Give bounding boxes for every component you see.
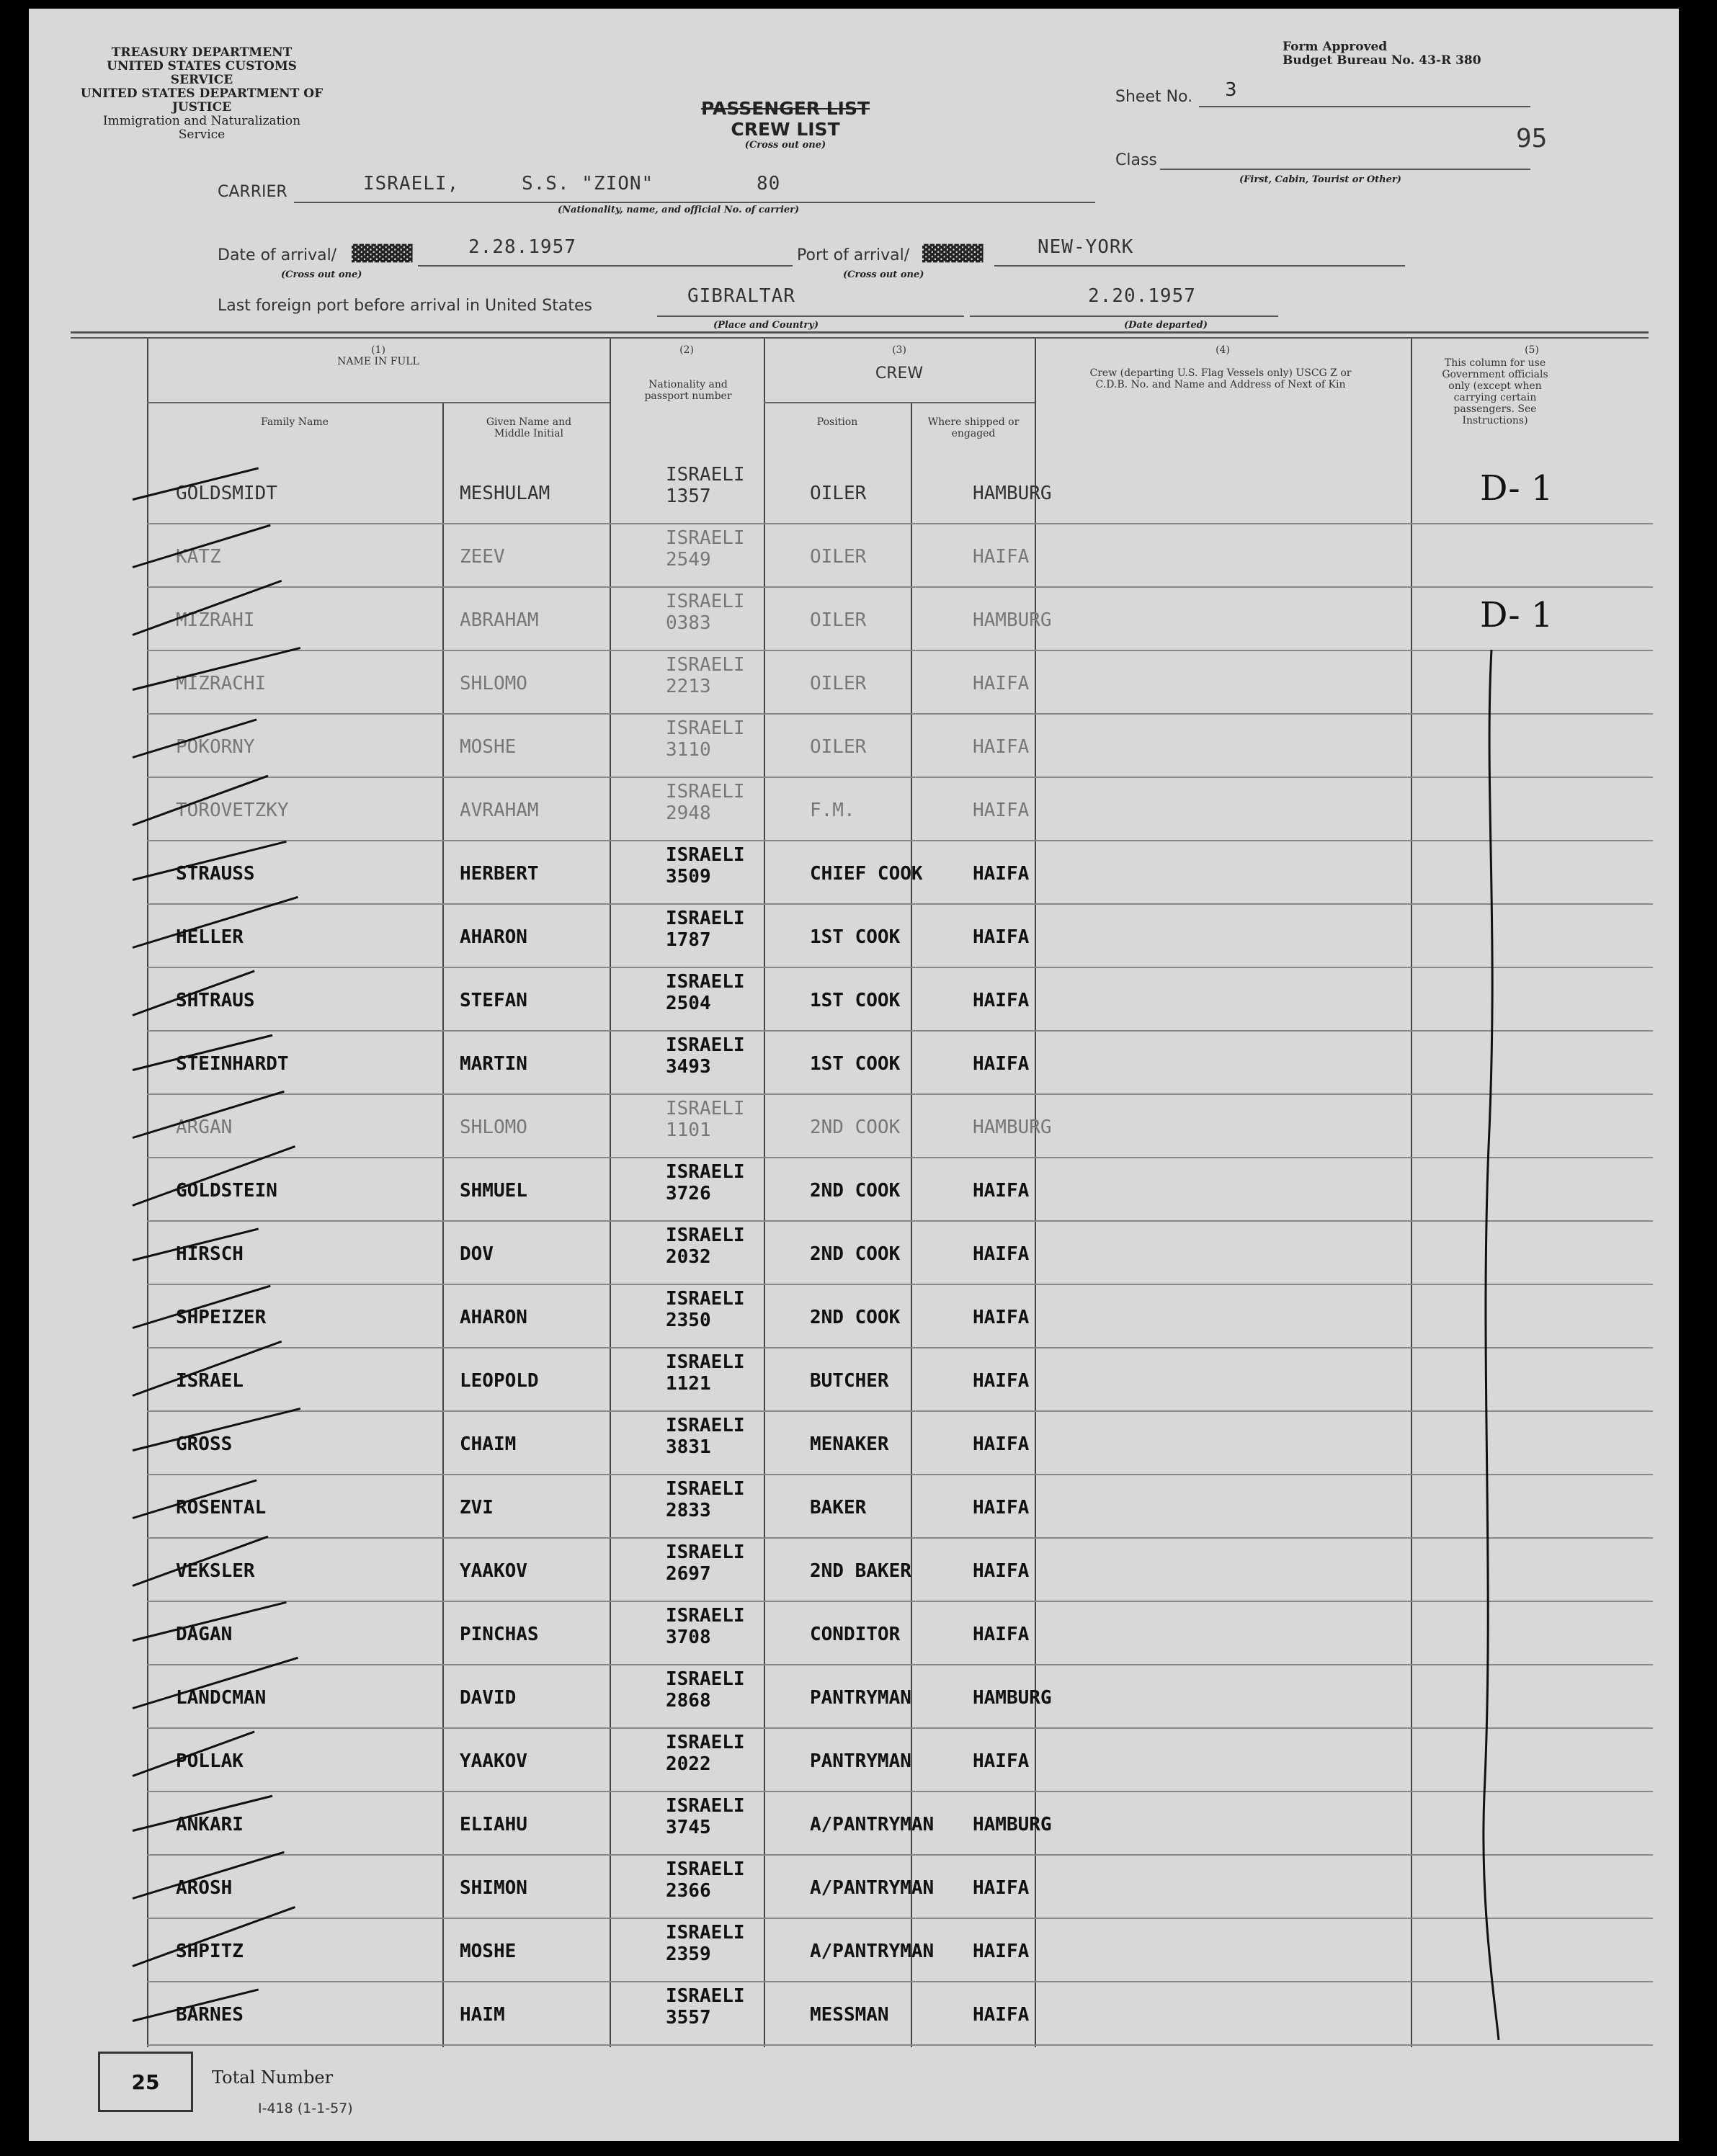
passport-number-cell: 2359 [666, 1943, 711, 1965]
nationality-cell: ISRAELI [666, 717, 745, 739]
where-shipped-cell: HAIFA [973, 1624, 1030, 1645]
passport-number-cell: 2833 [666, 1500, 711, 1521]
where-shipped-cell: HAIFA [973, 546, 1030, 568]
passport-number-cell: 3745 [666, 1817, 711, 1838]
family-name-cell: HELLER [176, 926, 244, 948]
nationality-cell: ISRAELI [666, 1858, 745, 1880]
col1-number: (1) [371, 344, 385, 356]
family-name-cell: AROSH [176, 1877, 233, 1899]
given-name-cell: AHARON [460, 1307, 527, 1328]
passport-number-cell: 3708 [666, 1627, 711, 1648]
table-row [147, 905, 1653, 968]
given-name-cell: YAAKOV [460, 1750, 527, 1772]
table-row [147, 1222, 1653, 1285]
given-name-cell: DOV [460, 1243, 494, 1265]
where-shipped-cell: HAIFA [973, 1560, 1030, 1582]
form-id: I-418 (1-1-57) [258, 2101, 353, 2116]
given-name-cell: SHLOMO [460, 673, 527, 694]
position-cell: CONDITOR [810, 1624, 901, 1645]
where-shipped-cell: HAMBURG [973, 609, 1052, 631]
passport-number-cell: 2504 [666, 993, 711, 1014]
given-name-cell: ELIAHU [460, 1814, 527, 1835]
family-name-cell: KATZ [176, 546, 221, 568]
position-cell: F.M. [810, 800, 855, 821]
carrier-nationality: ISRAELI, [363, 173, 460, 194]
given-name-cell: STEFAN [460, 990, 527, 1011]
place-note: (Place and Country) [713, 320, 819, 331]
table-row [147, 524, 1653, 588]
table-row [147, 1665, 1653, 1729]
nationality-cell: ISRAELI [666, 1732, 745, 1753]
sheet-no-value: 3 [1225, 79, 1237, 101]
position-cell: OILER [810, 609, 867, 631]
given-name-cell: SHLOMO [460, 1117, 527, 1138]
family-name-cell: BARNES [176, 2004, 244, 2026]
nationality-cell: ISRAELI [666, 1922, 745, 1943]
col2-number: (2) [679, 344, 694, 356]
family-name-cell: ANKARI [176, 1814, 244, 1835]
passport-number-cell: 2022 [666, 1753, 711, 1775]
arrival-date-cross-note: (Cross out one) [281, 269, 362, 280]
nationality-cell: ISRAELI [666, 1415, 745, 1436]
given-name-cell: DAVID [460, 1687, 517, 1709]
passport-number-cell: 2948 [666, 802, 711, 824]
position-cell: OILER [810, 736, 867, 758]
nationality-cell: ISRAELI [666, 1605, 745, 1627]
dept-line-3: UNITED STATES DEPARTMENT OF JUSTICE [80, 86, 324, 115]
table-row [147, 1158, 1653, 1222]
passport-number-cell: 1101 [666, 1119, 711, 1141]
given-name-cell: MOSHE [460, 1941, 517, 1962]
passport-number-cell: 1357 [666, 486, 711, 507]
carrier-name: S.S. "ZION" [522, 173, 654, 194]
col5-title: This column for use Government officials only (except when carrying certain passengers. See Instructions) [1442, 357, 1548, 426]
position-cell: 2ND COOK [810, 1243, 901, 1265]
family-name-cell: DAGAN [176, 1624, 233, 1645]
class-label: Class [1115, 151, 1157, 169]
table-row [147, 1729, 1653, 1792]
passport-number-cell: 3831 [666, 1436, 711, 1458]
family-name-cell: VEKSLER [176, 1560, 255, 1582]
arrival-date-label: Date of arrival/ [218, 246, 337, 264]
family-name-cell: ARGAN [176, 1117, 233, 1138]
passport-number-cell: 2366 [666, 1880, 711, 1902]
pencil-vertical-line [1470, 643, 1513, 2047]
where-shipped-cell: HAIFA [973, 1750, 1030, 1772]
given-name-cell: PINCHAS [460, 1624, 539, 1645]
col1-header [147, 344, 610, 367]
date-departed-value: 2.20.1957 [1088, 285, 1196, 307]
position-cell: BUTCHER [810, 1370, 889, 1392]
given-name-cell: YAAKOV [460, 1560, 527, 1582]
where-shipped-cell: HAIFA [973, 863, 1030, 885]
where-shipped-cell: HAIFA [973, 2004, 1030, 2026]
nationality-cell: ISRAELI [666, 654, 745, 676]
passport-number-cell: 1121 [666, 1373, 711, 1395]
position-cell: BAKER [810, 1497, 867, 1518]
official-note: D- 1 [1480, 468, 1553, 509]
family-name-cell: HIRSCH [176, 1243, 244, 1265]
where-shipped-cell: HAIFA [973, 1433, 1030, 1455]
family-name-cell: STEINHARDT [176, 1053, 289, 1075]
sheet-no-label: Sheet No. [1115, 88, 1193, 106]
nationality-cell: ISRAELI [666, 591, 745, 612]
department-header [79, 46, 324, 142]
col1-title: NAME IN FULL [337, 356, 419, 367]
family-name-cell: GROSS [176, 1433, 233, 1455]
given-name-cell: AHARON [460, 926, 527, 948]
arrival-date-value: 2.28.1957 [468, 236, 576, 258]
given-name-cell: MESHULAM [460, 483, 550, 504]
passport-number-cell: 2350 [666, 1310, 711, 1331]
family-name-cell: SHPEIZER [176, 1307, 267, 1328]
position-cell: A/PANTRYMAN [810, 1877, 935, 1899]
nationality-cell: ISRAELI [666, 464, 745, 486]
official-note: D- 1 [1480, 595, 1553, 635]
position-cell: 2ND BAKER [810, 1560, 911, 1582]
passport-number-cell: 3509 [666, 866, 711, 887]
table-row [147, 588, 1653, 651]
position-cell: A/PANTRYMAN [810, 1814, 935, 1835]
col2-title: Nationality and passport number [644, 379, 732, 402]
where-shipped-cell: HAMBURG [973, 1814, 1052, 1835]
table-row [147, 1602, 1653, 1665]
nationality-cell: ISRAELI [666, 908, 745, 929]
given-name-cell: MOSHE [460, 736, 517, 758]
table-row [147, 1095, 1653, 1158]
total-number-box: 25 [98, 2052, 193, 2112]
nationality-cell: ISRAELI [666, 1795, 745, 1817]
family-name-header: Family Name [261, 416, 329, 428]
position-cell: PANTRYMAN [810, 1750, 911, 1772]
passport-number-cell: 0383 [666, 612, 711, 634]
family-name-cell: TOROVETZKY [176, 800, 289, 821]
given-name-cell: SHMUEL [460, 1180, 527, 1202]
position-cell: 2ND COOK [810, 1180, 901, 1202]
date-departed-note: (Date departed) [1124, 320, 1208, 331]
family-name-cell: POLLAK [176, 1750, 244, 1772]
family-name-cell: ROSENTAL [176, 1497, 267, 1518]
table-row [147, 841, 1653, 905]
given-name-cell: ZEEV [460, 546, 505, 568]
col3-title: CREW [875, 364, 924, 383]
where-shipped-cell: HAIFA [973, 1370, 1030, 1392]
family-name-cell: GOLDSTEIN [176, 1180, 277, 1202]
document-sheet [29, 9, 1679, 2141]
last-port-value: GIBRALTAR [687, 285, 795, 307]
last-port-label: Last foreign port before arrival in United States [218, 297, 592, 315]
position-cell: 1ST COOK [810, 926, 901, 948]
where-shipped-cell: HAIFA [973, 1307, 1030, 1328]
position-cell: OILER [810, 673, 867, 694]
given-name-cell: MARTIN [460, 1053, 527, 1075]
nationality-cell: ISRAELI [666, 1034, 745, 1056]
where-shipped-cell: HAIFA [973, 926, 1030, 948]
nationality-cell: ISRAELI [666, 844, 745, 866]
where-shipped-cell: HAMBURG [973, 1117, 1052, 1138]
carrier-official-no: 80 [757, 173, 781, 194]
family-name-cell: SHTRAUS [176, 990, 255, 1011]
where-shipped-header: Where shipped or engaged [927, 416, 1020, 439]
table-row [147, 461, 1653, 524]
table-row [147, 1412, 1653, 1475]
arrival-port-value: NEW-YORK [1038, 236, 1134, 258]
given-name-cell: HAIM [460, 2004, 505, 2026]
family-name-cell: STRAUSS [176, 863, 255, 885]
where-shipped-cell: HAIFA [973, 1497, 1030, 1518]
passport-number-cell: 2697 [666, 1563, 711, 1585]
where-shipped-cell: HAIFA [973, 736, 1030, 758]
col5-number: (5) [1525, 344, 1539, 356]
nationality-cell: ISRAELI [666, 1225, 745, 1246]
table-row [147, 1475, 1653, 1539]
arrival-port-cross-note: (Cross out one) [843, 269, 924, 280]
arrival-port-crossout: ▓▓▓▓▓ [922, 245, 984, 263]
table-row [147, 778, 1653, 841]
arrival-date-crossout: ▓▓▓▓▓ [352, 245, 413, 263]
table-row [147, 1792, 1653, 1856]
family-name-cell: MIZRAHI [176, 609, 255, 631]
where-shipped-cell: HAIFA [973, 990, 1030, 1011]
arrival-port-label: Port of arrival/ [797, 246, 910, 264]
crew-table [147, 339, 1653, 2047]
position-cell: A/PANTRYMAN [810, 1941, 935, 1962]
budget-bureau-text: Budget Bureau No. 43-R 380 [1283, 53, 1481, 68]
position-cell: CHIEF COOK [810, 863, 923, 885]
list-title [677, 98, 893, 151]
where-shipped-cell: HAMBURG [973, 1687, 1052, 1709]
dept-line-4: Immigration and Naturalization Service [102, 114, 301, 142]
passport-number-cell: 3110 [666, 739, 711, 761]
nationality-cell: ISRAELI [666, 1542, 745, 1563]
table-row [147, 1285, 1653, 1348]
where-shipped-cell: HAIFA [973, 1877, 1030, 1899]
passenger-list-title: PASSENGER LIST [700, 98, 870, 119]
where-shipped-cell: HAIFA [973, 1243, 1030, 1265]
position-cell: MENAKER [810, 1433, 889, 1455]
nationality-cell: ISRAELI [666, 1478, 745, 1500]
given-name-cell: ABRAHAM [460, 609, 539, 631]
table-row [147, 1032, 1653, 1095]
nationality-cell: ISRAELI [666, 1985, 745, 2007]
family-name-cell: ISRAEL [176, 1370, 244, 1392]
nationality-cell: ISRAELI [666, 527, 745, 549]
nationality-cell: ISRAELI [666, 1288, 745, 1310]
nationality-cell: ISRAELI [666, 1161, 745, 1183]
position-cell: 1ST COOK [810, 990, 901, 1011]
table-row [147, 1539, 1653, 1602]
col4-title: Crew (departing U.S. Flag Vessels only) USCG Z or C.D.B. No. and Name and Address of Next of Kin [1089, 367, 1352, 390]
passport-number-cell: 2549 [666, 549, 711, 571]
position-cell: PANTRYMAN [810, 1687, 911, 1709]
passport-number-cell: 2213 [666, 676, 711, 697]
family-name-cell: POKORNY [176, 736, 255, 758]
family-name-cell: GOLDSMIDT [176, 483, 277, 504]
where-shipped-cell: HAIFA [973, 1053, 1030, 1075]
position-cell: 1ST COOK [810, 1053, 901, 1075]
where-shipped-cell: HAIFA [973, 1941, 1030, 1962]
form-approved-text: Form Approved [1283, 40, 1388, 54]
family-name-cell: MIZRACHI [176, 673, 267, 694]
table-row [147, 1856, 1653, 1919]
position-header: Position [816, 416, 858, 428]
dept-line-1: TREASURY DEPARTMENT [111, 45, 293, 60]
table-row [147, 1982, 1653, 2046]
given-name-cell: ZVI [460, 1497, 494, 1518]
given-name-cell: AVRAHAM [460, 800, 539, 821]
passport-number-cell: 1787 [666, 929, 711, 951]
passport-number-cell: 3557 [666, 2007, 711, 2028]
passport-number-cell: 2032 [666, 1246, 711, 1268]
nationality-cell: ISRAELI [666, 1351, 745, 1373]
passport-number-cell: 3726 [666, 1183, 711, 1204]
table-row [147, 715, 1653, 778]
given-name-cell: HERBERT [460, 863, 539, 885]
where-shipped-cell: HAIFA [973, 673, 1030, 694]
given-name-cell: CHAIM [460, 1433, 517, 1455]
col4-number: (4) [1216, 344, 1230, 356]
nationality-cell: ISRAELI [666, 781, 745, 802]
crew-list-title: CREW LIST [731, 119, 840, 140]
nationality-cell: ISRAELI [666, 1668, 745, 1690]
position-cell: OILER [810, 483, 867, 504]
crew-rows [147, 461, 1653, 2046]
position-cell: 2ND COOK [810, 1117, 901, 1138]
family-name-cell: SHPITZ [176, 1941, 244, 1962]
given-name-header: Given Name and Middle Initial [486, 416, 572, 439]
family-name-cell: LANDCMAN [176, 1687, 267, 1709]
given-name-cell: LEOPOLD [460, 1370, 539, 1392]
table-row [147, 1919, 1653, 1982]
form-approval [1283, 40, 1481, 68]
page-number: 95 [1516, 124, 1548, 153]
col3-number: (3) [892, 344, 906, 356]
passport-number-cell: 2868 [666, 1690, 711, 1712]
where-shipped-cell: HAIFA [973, 800, 1030, 821]
table-row [147, 1348, 1653, 1412]
position-cell: OILER [810, 546, 867, 568]
cross-out-note: (Cross out one) [744, 140, 826, 151]
position-cell: MESSMAN [810, 2004, 889, 2026]
passport-number-cell: 3493 [666, 1056, 711, 1078]
class-note: (First, Cabin, Tourist or Other) [1239, 174, 1401, 185]
where-shipped-cell: HAIFA [973, 1180, 1030, 1202]
table-row [147, 968, 1653, 1032]
nationality-cell: ISRAELI [666, 1098, 745, 1119]
where-shipped-cell: HAMBURG [973, 483, 1052, 504]
given-name-cell: SHIMON [460, 1877, 527, 1899]
carrier-label: CARRIER [218, 183, 287, 201]
nationality-cell: ISRAELI [666, 971, 745, 993]
position-cell: 2ND COOK [810, 1307, 901, 1328]
total-number-label: Total Number [212, 2067, 334, 2088]
carrier-note: (Nationality, name, and official No. of carrier) [558, 205, 800, 215]
table-row [147, 651, 1653, 715]
dept-line-2: UNITED STATES CUSTOMS SERVICE [107, 59, 297, 87]
